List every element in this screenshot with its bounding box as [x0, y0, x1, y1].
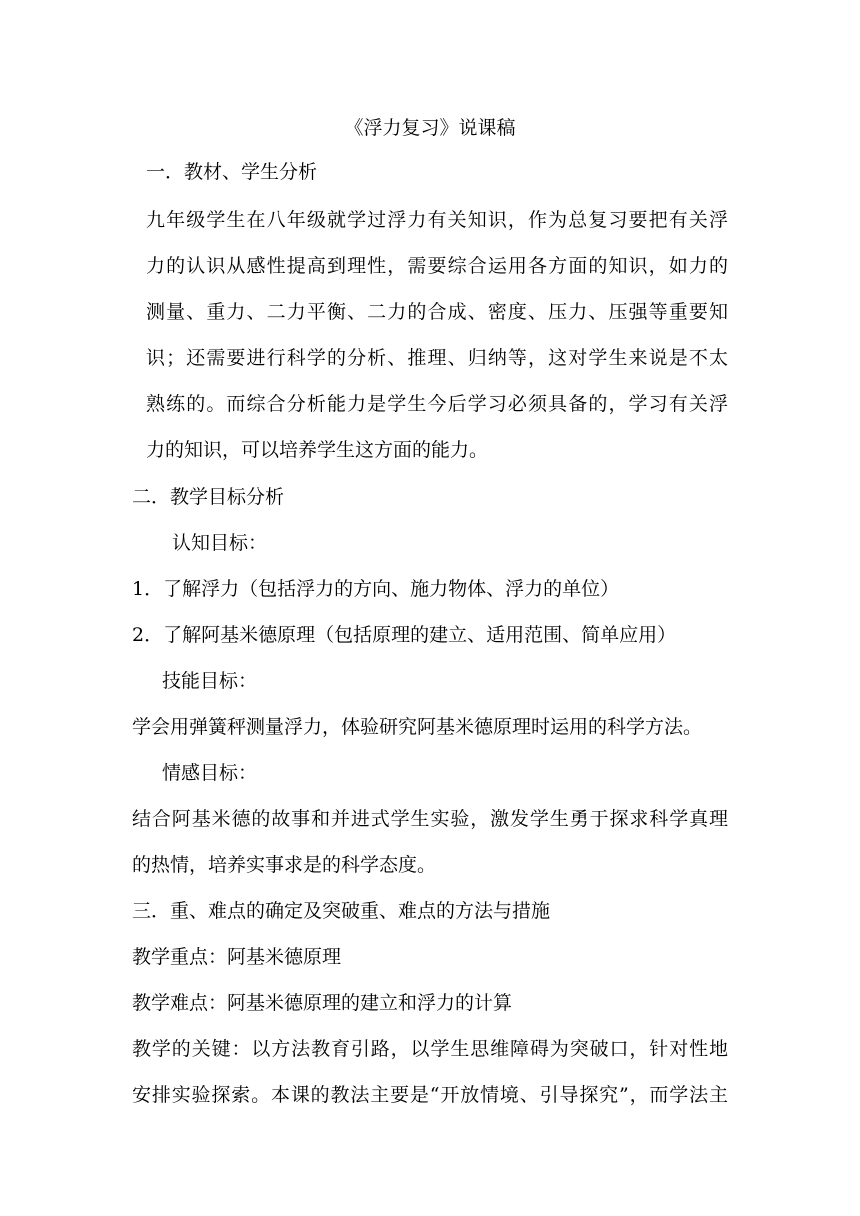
skill-goal-text: 学会用弹簧秤测量浮力，体验研究阿基米德原理时运用的科学方法。 [132, 716, 703, 738]
cognitive-goal-label: 认知目标： [172, 532, 268, 554]
cognitive-goal-item: 2．了解阿基米德原理（包括原理的建立、适用范围、简单应用） [132, 624, 677, 646]
section-1-heading: 一．教材、学生分析 [146, 161, 318, 183]
cognitive-goal-item: 1．了解浮力（包括浮力的方向、施力物体、浮力的单位） [132, 578, 620, 600]
section-1-line: 测量、重力、二力平衡、二力的合成、密度、压力、压强等重要知 [146, 301, 728, 323]
difficulty-point: 教学难点：阿基米德原理的建立和浮力的计算 [132, 992, 513, 1014]
section-1-line: 识；还需要进行科学的分析、推理、归纳等，这对学生来说是不太 [146, 347, 728, 369]
section-3-heading: 三．重、难点的确定及突破重、难点的方法与措施 [132, 900, 551, 922]
emotion-goal-line: 结合阿基米德的故事和并进式学生实验，激发学生勇于探求科学真理 [132, 808, 728, 830]
emotion-goal-label: 情感目标： [162, 762, 258, 784]
section-1-line: 力的认识从感性提高到理性，需要综合运用各方面的知识，如力的 [146, 255, 728, 277]
section-1-line: 熟练的。而综合分析能力是学生今后学习必须具备的，学习有关浮 [146, 393, 728, 415]
document-title: 《浮力复习》说课稿 [344, 117, 516, 139]
section-2-heading: 二．教学目标分析 [132, 486, 285, 508]
section-1-line: 九年级学生在八年级就学过浮力有关知识，作为总复习要把有关浮 [146, 209, 728, 231]
skill-goal-label: 技能目标： [162, 670, 258, 692]
teaching-key-line: 安排实验探索。本课的教法主要是“开放情境、引导探究”，而学法主 [132, 1084, 728, 1106]
key-point: 教学重点：阿基米德原理 [132, 946, 342, 968]
teaching-key-line: 教学的关键：以方法教育引路，以学生思维障碍为突破口，针对性地 [132, 1038, 728, 1060]
emotion-goal-line: 的热情，培养实事求是的科学态度。 [132, 854, 437, 876]
section-1-line: 力的知识，可以培养学生这方面的能力。 [146, 439, 489, 461]
